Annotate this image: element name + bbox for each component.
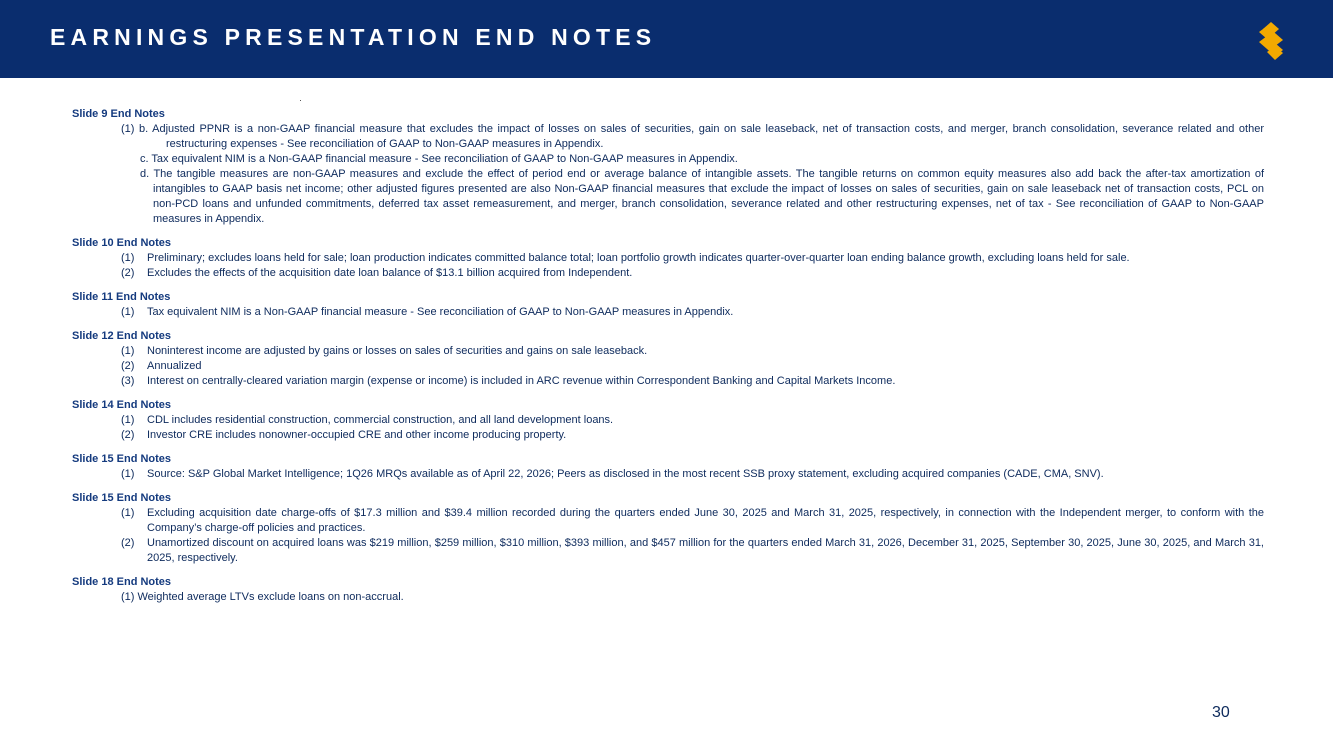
end-note	[72, 152, 1264, 167]
note-text: Noninterest income are adjusted by gains or losses on sales of securities and gains on sale leaseback.	[147, 345, 648, 357]
note-marker: (3)	[121, 375, 135, 387]
note-text: Excluding acquisition date charge-offs of $17.3 million and $39.4 million recorded during the quarters ended June 30, 2025 and March 31, 2025, respectively, in connection with the Independent merger, to conform with the Company’s charge-off policies and practices.	[147, 507, 1264, 534]
end-notes-section	[72, 290, 1264, 320]
note-marker: (1)	[121, 252, 135, 264]
note-text: Excludes the effects of the acquisition date loan balance of $13.1 billion acquired from Independent.	[147, 267, 633, 279]
note-text: Annualized	[147, 360, 202, 372]
note-text: Adjusted PPNR is a non-GAAP financial measure that excludes the impact of losses on sales of securities, gain on sale leaseback, net of transaction costs, and merger, branch consolidation, severance related and other restructuring expenses - See reconciliation of GAAP to Non-GAAP measures in Appendix.	[152, 123, 1264, 150]
end-note	[72, 266, 1264, 281]
end-note	[72, 536, 1264, 566]
section-title: Slide 12 End Notes	[72, 330, 172, 342]
page-number: 30	[1212, 704, 1230, 721]
note-text: Preliminary; excludes loans held for sale; loan production indicates committed balance total; loan portfolio growth indicates quarter-over-quarter loan ending balance growth, excluding loans held for sale.	[147, 252, 1130, 264]
note-text: CDL includes residential construction, commercial construction, and all land development loans.	[147, 414, 614, 426]
end-note	[72, 122, 1264, 152]
end-note	[72, 428, 1264, 443]
end-notes-section	[72, 452, 1264, 482]
note-marker: (2)	[121, 537, 135, 549]
stray-dot	[300, 100, 301, 101]
end-notes-content	[72, 107, 1264, 614]
end-note	[72, 251, 1264, 266]
header-bar	[0, 0, 1333, 78]
end-note	[72, 374, 1264, 389]
note-marker: (1) b.	[121, 123, 149, 135]
end-note	[72, 359, 1264, 374]
end-note	[72, 344, 1264, 359]
note-marker: (2)	[121, 429, 135, 441]
note-marker: (2)	[121, 360, 135, 372]
note-marker: (1)	[121, 507, 135, 519]
southstate-s-logo-icon	[1255, 22, 1287, 60]
note-marker: (1)	[121, 414, 135, 426]
end-notes-section	[72, 236, 1264, 281]
end-note	[72, 167, 1264, 227]
section-title: Slide 9 End Notes	[72, 108, 165, 120]
end-notes-section	[72, 575, 1264, 605]
section-title: Slide 15 End Notes	[72, 492, 172, 504]
note-marker: (1)	[121, 468, 135, 480]
end-note	[72, 590, 1264, 605]
end-notes-section	[72, 107, 1264, 227]
note-text: Unamortized discount on acquired loans was $219 million, $259 million, $310 million, $393 million, and $457 million for the quarters ended March 31, 2026, December 31, 2025, September 30, 2025, June 30, 2025, and March 31, 2025, respectively.	[147, 537, 1264, 564]
note-marker: d.	[140, 168, 150, 180]
section-title: Slide 10 End Notes	[72, 237, 172, 249]
note-text: Tax equivalent NIM is a Non-GAAP financial measure - See reconciliation of GAAP to Non-GAAP measures in Appendix.	[151, 153, 738, 165]
end-note	[72, 413, 1264, 428]
note-text: Tax equivalent NIM is a Non-GAAP financial measure - See reconciliation of GAAP to Non-GAAP measures in Appendix.	[147, 306, 734, 318]
note-text: The tangible measures are non-GAAP measures and exclude the effect of period end or average balance of intangible assets. The tangible returns on common equity measures also add back the after-tax amortization of intangibles to GAAP basis net income; other adjusted figures presented are also Non-GAAP financial measures that exclude the impact of losses on sales of securities, gain on sale leaseback net of transaction costs, PCL on non-PCD loans and unfunded commitments, deferred tax asset remeasurement, and merger, branch consolidation, severance related and other restructuring expenses, net of tax - See reconciliation of GAAP to Non-GAAP measures in Appendix.	[153, 168, 1265, 225]
section-title: Slide 11 End Notes	[72, 291, 171, 303]
end-note	[72, 305, 1264, 320]
section-title: Slide 15 End Notes	[72, 453, 172, 465]
end-notes-section	[72, 491, 1264, 566]
note-text: (1) Weighted average LTVs exclude loans on non-accrual.	[121, 591, 404, 603]
note-text: Source: S&P Global Market Intelligence; 1Q26 MRQs available as of April 22, 2026; Peers as disclosed in the most recent SSB proxy statement, excluding acquired companies (CADE, CMA, SNV).	[147, 468, 1104, 480]
note-marker: (1)	[121, 345, 135, 357]
end-notes-section	[72, 398, 1264, 443]
note-text: Interest on centrally-cleared variation margin (expense or income) is included in ARC revenue within Correspondent Banking and Capital Markets Income.	[147, 375, 896, 387]
end-note	[72, 467, 1264, 482]
page-title: EARNINGS PRESENTATION END NOTES	[50, 24, 657, 50]
section-title: Slide 18 End Notes	[72, 576, 172, 588]
section-title: Slide 14 End Notes	[72, 399, 172, 411]
note-text: Investor CRE includes nonowner-occupied CRE and other income producing property.	[147, 429, 567, 441]
end-notes-section	[72, 329, 1264, 389]
end-note	[72, 506, 1264, 536]
note-marker: (1)	[121, 306, 135, 318]
note-marker: c.	[140, 153, 149, 165]
note-marker: (2)	[121, 267, 135, 279]
